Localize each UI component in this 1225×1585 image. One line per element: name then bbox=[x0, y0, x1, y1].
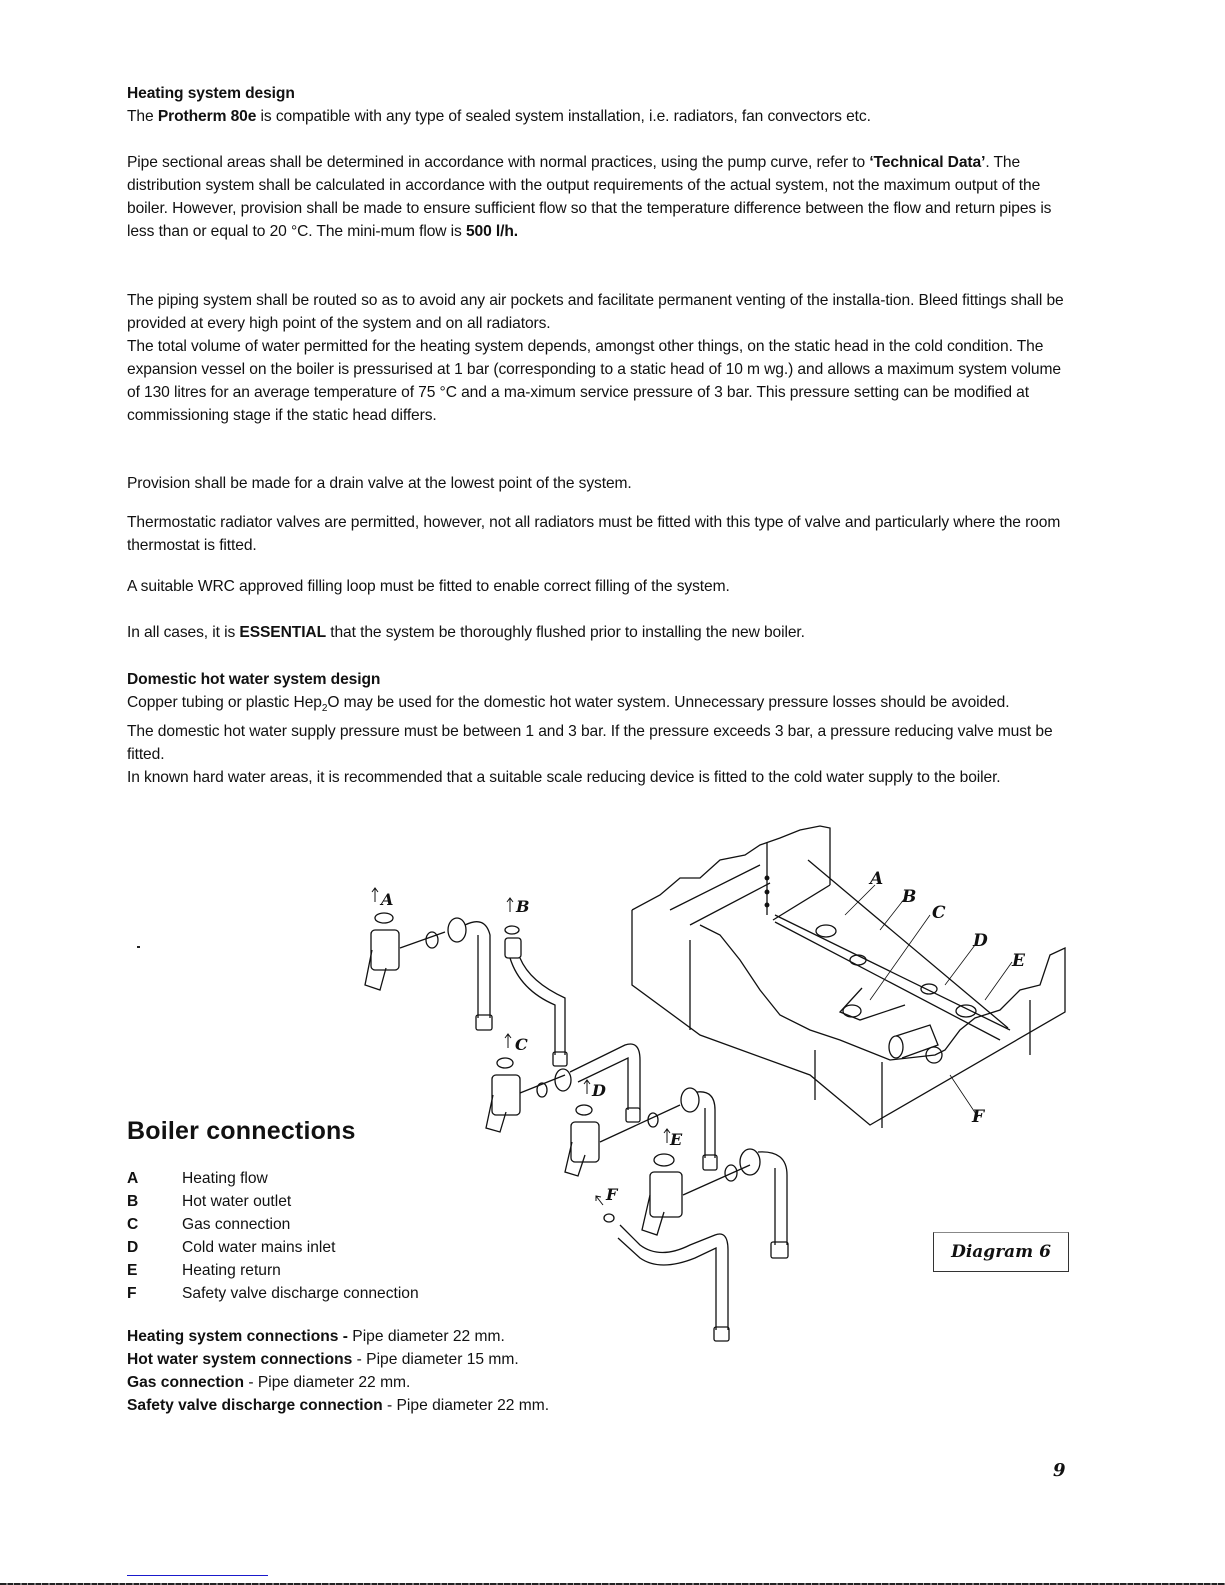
svg-text:C: C bbox=[515, 1035, 528, 1054]
spec-row: Gas connection - Pipe diameter 22 mm. bbox=[127, 1374, 411, 1391]
heating-design-section bbox=[127, 82, 1075, 128]
legend-row: A Heating flow bbox=[127, 1170, 268, 1187]
diagram-caption: Diagram 6 bbox=[933, 1232, 1069, 1272]
svg-text:F: F bbox=[972, 1107, 985, 1127]
dhw-design-section bbox=[127, 668, 1075, 789]
svg-text:E: E bbox=[670, 1130, 683, 1149]
valves-and-pipes-illustration bbox=[365, 888, 788, 1341]
svg-text:D: D bbox=[973, 931, 988, 951]
legend-row: E Heating return bbox=[127, 1262, 281, 1279]
svg-text:A: A bbox=[870, 869, 884, 889]
boiler-connections-title: Boiler connections bbox=[127, 1117, 356, 1145]
boiler-body-illustration bbox=[632, 826, 1065, 1128]
hard-water-paragraph: In known hard water areas, it is recommended that a suitable scale reducing device is fitted to the cold water supply to the boiler. bbox=[127, 769, 1001, 787]
blue-rule bbox=[127, 1575, 268, 1576]
svg-text:C: C bbox=[932, 903, 946, 923]
thermostatic-valves-paragraph: Thermostatic radiator valves are permitted, however, not all radiators must be fitted with this type of valve and particularly where the room thermostat is fitted. bbox=[127, 514, 1061, 554]
dhw-pressure-paragraph: The domestic hot water supply pressure must be between 1 and 3 bar. If the pressure exceeds 3 bar, a pressure reducing valve must be fitted. bbox=[127, 723, 1053, 764]
svg-text:E: E bbox=[1012, 951, 1025, 971]
heating-design-heading: Heating system design bbox=[127, 85, 295, 102]
legend-row: F Safety valve discharge connection bbox=[127, 1285, 419, 1302]
page-number: 9 bbox=[1053, 1460, 1066, 1481]
dhw-design-heading: Domestic hot water system design bbox=[127, 671, 381, 688]
total-volume-paragraph: The total volume of water permitted for the heating system depends, amongst other things, on the static head in the cold condition. The expansion vessel on the boiler is pressurised at 1 bar (corresponding to a static head of 10 m wg.) and allows a maximum system volume of 130 litres for an average temperature of 75 °C and a ma-ximum service pressure of 3 bar. This pressure setting can be modified at commissioning stage if the static head differs. bbox=[127, 338, 1061, 424]
legend-row: B Hot water outlet bbox=[127, 1193, 292, 1210]
boiler-callout-labels bbox=[868, 869, 1026, 1127]
piping-routing-paragraph: The piping system shall be routed so as to avoid any air pockets and facilitate permanent venting of the installa-tion. Bleed fittings shall be provided at every high point of the system and on all radiators. The total volume of water permitted for the heating system depends, amongst other things, on the static head in the cold condition. The expansion vessel on the boiler is pressurised at 1 bar (corresponding to a static head of 10 m wg.) and allows a maximum system volume of 130 litres for an average temperature of 75 °C and a ma-ximum service pressure of 3 bar. This pressure setting can be modified at commissioning stage if the static head differs. bbox=[127, 289, 1075, 427]
flushing-paragraph: In all cases, it is ESSENTIAL that the system be thoroughly flushed prior to installing the new boiler. bbox=[127, 624, 805, 641]
svg-text:A: A bbox=[381, 890, 394, 909]
filling-loop-paragraph: A suitable WRC approved filling loop must be fitted to enable correct filling of the system. bbox=[127, 578, 730, 595]
dhw-tubing-paragraph: Copper tubing or plastic Hep$_2$O may be used for the domestic hot water system. Unnecessary pressure losses should be avoided. bbox=[127, 694, 1010, 715]
svg-text:B: B bbox=[516, 897, 530, 916]
svg-text:F: F bbox=[606, 1185, 618, 1204]
connections-legend bbox=[127, 1167, 419, 1305]
svg-text:D: D bbox=[592, 1081, 606, 1100]
heating-design-intro: The Protherm 80e is compatible with any type of sealed system installation, i.e. radiators, fan convectors etc. bbox=[127, 108, 871, 125]
pipe-sectional-paragraph: Pipe sectional areas shall be determined in accordance with normal practices, using the pump curve, refer to ‘Technical Data’. The distribution system shall be calculated in accordance with the output requirements of the actual system, not the maximum output of the boiler. However, provision shall be made to ensure sufficient flow so that the temperature difference between the flow and return pipes is less than or equal to 20 °C. The mini-mum flow is 500 l/h. bbox=[127, 154, 1052, 240]
spec-row: Heating system connections - Pipe diameter 22 mm. bbox=[127, 1328, 505, 1345]
spec-row: Hot water system connections - Pipe diameter 15 mm. bbox=[127, 1351, 519, 1368]
legend-row: D Cold water mains inlet bbox=[127, 1239, 336, 1256]
legend-row: C Gas connection bbox=[127, 1216, 291, 1233]
svg-text:B: B bbox=[902, 887, 917, 907]
pipe-diameter-specs bbox=[127, 1325, 549, 1417]
drain-valve-paragraph: Provision shall be made for a drain valve at the lowest point of the system. bbox=[127, 475, 632, 492]
spec-row: Safety valve discharge connection - Pipe diameter 22 mm. bbox=[127, 1397, 550, 1414]
stray-mark bbox=[137, 946, 140, 948]
